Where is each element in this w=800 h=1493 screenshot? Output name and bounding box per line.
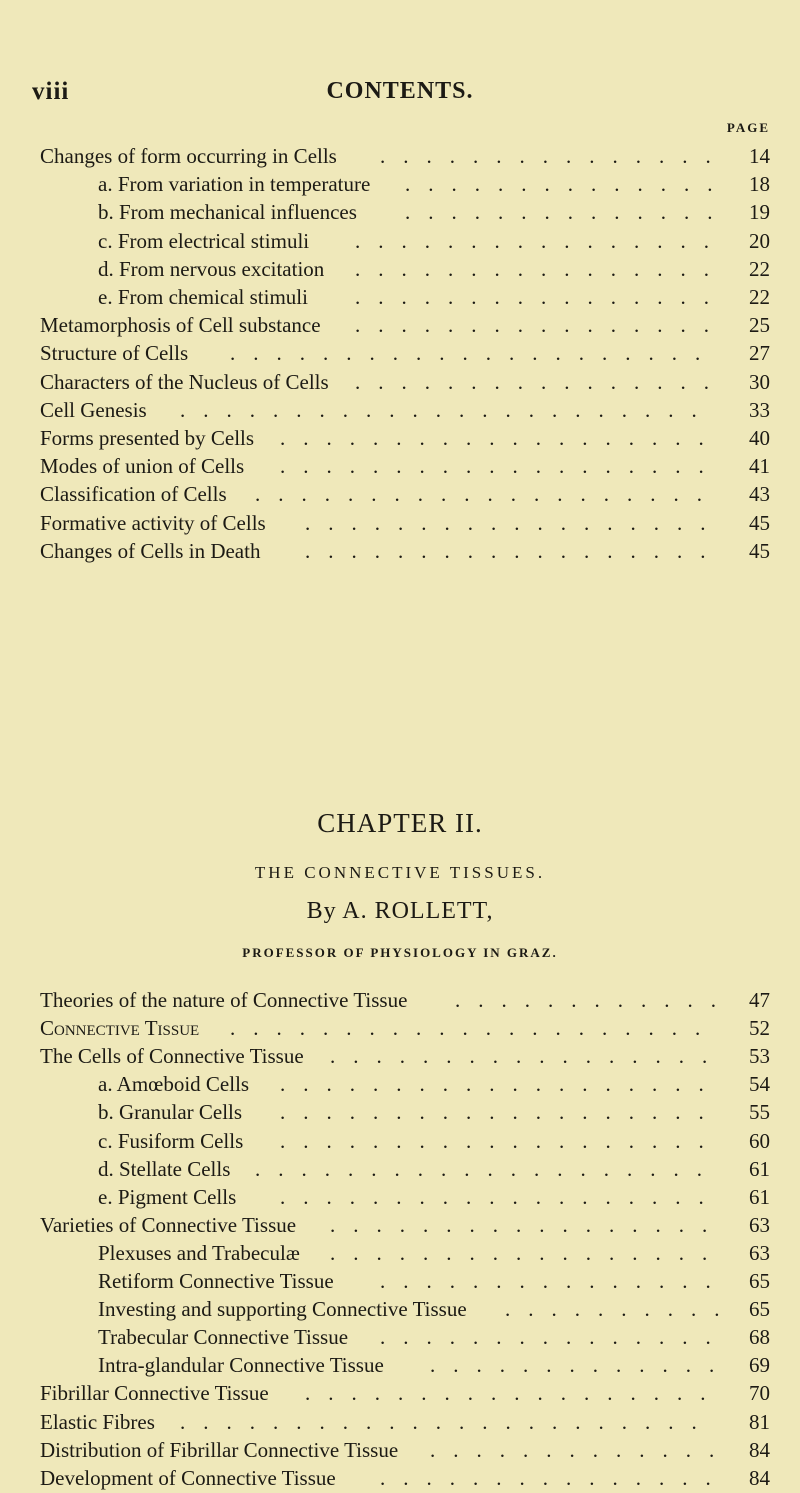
leader-dots: ................... — [280, 1100, 722, 1125]
toc-entry-title: e. From chemical stimuli — [98, 285, 308, 309]
toc-entry-title: Retiform Connective Tissue — [98, 1269, 334, 1293]
toc-entry — [0, 226, 800, 256]
toc-entry — [0, 395, 800, 425]
leader-dots: ................... — [280, 1128, 722, 1153]
toc-entry-title: d. From nervous excitation — [98, 256, 325, 281]
toc-entry-page: 61 — [749, 1184, 770, 1209]
toc-entry-page: 22 — [749, 285, 770, 309]
toc-entry-page: 22 — [749, 256, 770, 281]
page-column-label: PAGE — [726, 120, 770, 135]
running-header — [0, 78, 800, 110]
toc-entry — [0, 1294, 800, 1324]
toc-entry-page: 55 — [749, 1100, 770, 1125]
toc-entry-title: The Cells of Connective Tissue — [40, 1044, 304, 1069]
leader-dots: ................... — [280, 1184, 722, 1209]
leader-dots: .................. — [305, 510, 724, 535]
toc-entry — [0, 1350, 800, 1380]
toc-entry-title: Theories of the nature of Connective Tissue — [40, 988, 408, 1012]
page-number: viii — [32, 78, 70, 105]
toc-entry — [0, 508, 800, 538]
toc-entry-page: 65 — [749, 1297, 770, 1322]
leader-dots: .............. — [405, 172, 731, 197]
toc-entry-title: d. Stellate Cells — [98, 1156, 231, 1181]
toc-entry-page: 65 — [749, 1269, 770, 1293]
toc-entry-title: Investing and supporting Connective Tissue — [98, 1297, 467, 1322]
toc-entry-page: 30 — [749, 369, 770, 394]
leader-dots: .................. — [305, 538, 724, 563]
toc-entry — [0, 367, 800, 397]
leader-dots: ....................... — [180, 1409, 715, 1434]
toc-entry — [0, 1463, 800, 1493]
toc-entry-title: e. Pigment Cells — [98, 1184, 237, 1209]
chapter-subject: THE CONNECTIVE TISSUES. — [254, 863, 546, 882]
toc-entry-title: Classification of Cells — [40, 482, 227, 507]
toc-entry-title: Intra-glandular Connective Tissue — [98, 1353, 384, 1378]
toc-entry — [0, 1210, 800, 1240]
toc-entry-title: Metamorphosis of Cell substance — [40, 313, 321, 338]
toc-entry — [0, 338, 800, 368]
toc-entry-page: 20 — [749, 228, 770, 253]
leader-dots: ............. — [430, 1353, 733, 1378]
toc-entry — [0, 141, 800, 171]
toc-entry-page: 69 — [749, 1353, 770, 1378]
leader-dots: ................. — [330, 1212, 726, 1237]
toc-entry-page: 47 — [749, 988, 770, 1012]
toc-entry — [0, 985, 800, 1015]
toc-entry-page: 63 — [749, 1240, 770, 1265]
toc-entry-title: Forms presented by Cells — [40, 426, 255, 450]
leader-dots: ................ — [355, 369, 727, 394]
toc-entry-page: 81 — [749, 1409, 770, 1434]
leader-dots: ............... — [380, 1465, 729, 1490]
toc-entry-page: 43 — [749, 482, 770, 507]
leader-dots: ................... — [280, 1072, 722, 1097]
author-title: PROFESSOR OF PHYSIOLOGY IN GRAZ. — [242, 945, 558, 960]
leader-dots: ............ — [455, 988, 734, 1012]
toc-entry-page: 54 — [749, 1072, 770, 1097]
toc-entry-page: 61 — [749, 1156, 770, 1181]
toc-entry-title: Development of Connective Tissue — [40, 1465, 336, 1490]
toc-entry — [0, 1097, 800, 1127]
toc-entry-page: 14 — [749, 144, 770, 168]
toc-entry-page: 70 — [749, 1381, 770, 1406]
toc-entry-page: 19 — [749, 200, 770, 225]
toc-entry — [0, 1378, 800, 1408]
leader-dots: .................... — [255, 1156, 720, 1181]
toc-entry-title: b. Granular Cells — [98, 1100, 243, 1125]
toc-entry-page: 45 — [749, 510, 770, 535]
toc-entry — [0, 479, 800, 509]
leader-dots: .................. — [305, 1381, 724, 1406]
toc-entry-title: a. From variation in temperature — [98, 172, 371, 197]
toc-entry — [0, 1238, 800, 1268]
toc-entry — [0, 1069, 800, 1099]
toc-entry — [0, 536, 800, 566]
toc-entry-page: 41 — [749, 454, 770, 479]
toc-entry — [0, 197, 800, 227]
toc-entry-page: 68 — [749, 1325, 770, 1350]
leader-dots: ............... — [380, 144, 729, 168]
leader-dots: ............... — [380, 1325, 729, 1350]
page-title: CONTENTS. — [326, 78, 474, 104]
toc-entry-page: 53 — [749, 1044, 770, 1069]
toc-entry-page: 84 — [749, 1465, 770, 1490]
toc-entry — [0, 254, 800, 284]
leader-dots: ....................... — [180, 397, 715, 422]
toc-entry — [0, 1435, 800, 1465]
toc-entry — [0, 423, 800, 453]
leader-dots: ................. — [330, 1044, 726, 1069]
toc-entry — [0, 1182, 800, 1212]
toc-entry — [0, 451, 800, 481]
toc-entry-page: 60 — [749, 1128, 770, 1153]
toc-entry-page: 25 — [749, 313, 770, 338]
toc-entry-title: Elastic Fibres — [40, 1409, 155, 1434]
leader-dots: .......... — [505, 1297, 738, 1322]
leader-dots: ................... — [280, 454, 722, 479]
toc-entry-title: c. From electrical stimuli — [98, 228, 310, 253]
toc-entry-title: Changes of form occurring in Cells — [40, 144, 337, 168]
toc-entry-title: Changes of Cells in Death — [40, 538, 261, 563]
toc-entry — [0, 1154, 800, 1184]
toc-entry-title: Plexuses and Trabeculæ — [98, 1240, 300, 1265]
leader-dots: ............... — [380, 1269, 729, 1293]
toc-entry-page: 40 — [749, 426, 770, 450]
toc-entry-title: Distribution of Fibrillar Connective Tissue — [40, 1437, 399, 1462]
toc-entry-title: a. Amœboid Cells — [98, 1072, 250, 1097]
toc-entry-title: Structure of Cells — [40, 341, 189, 366]
leader-dots: .................... — [255, 482, 720, 507]
toc-entry-page: 18 — [749, 172, 770, 197]
toc-entry — [0, 310, 800, 340]
leader-dots: ................ — [355, 285, 727, 309]
toc-entry — [0, 1266, 800, 1296]
toc-entry-title: Cell Genesis — [40, 397, 147, 422]
toc-entry-title: Varieties of Connective Tissue — [40, 1212, 297, 1237]
leader-dots: ................ — [355, 228, 727, 253]
leader-dots: ................ — [355, 313, 727, 338]
toc-entry-title: Connective Tissue — [40, 1016, 200, 1041]
toc-entry — [0, 1013, 800, 1043]
toc-entry-page: 27 — [749, 341, 770, 366]
toc-entry-page: 52 — [749, 1016, 770, 1041]
toc-entry-title: c. Fusiform Cells — [98, 1128, 244, 1153]
toc-entry — [0, 169, 800, 199]
toc-entry-page: 45 — [749, 538, 770, 563]
toc-entry-title: b. From mechanical influences — [98, 200, 357, 225]
toc-entry-title: Formative activity of Cells — [40, 510, 266, 535]
leader-dots: ..................... — [230, 1016, 719, 1041]
leader-dots: ............. — [430, 1437, 733, 1462]
toc-entry — [0, 282, 800, 312]
toc-entry-title: Fibrillar Connective Tissue — [40, 1381, 269, 1406]
toc-entry — [0, 1126, 800, 1156]
leader-dots: ................ — [355, 256, 727, 281]
toc-entry — [0, 1041, 800, 1071]
toc-entry-page: 84 — [749, 1437, 770, 1462]
toc-entry — [0, 1322, 800, 1352]
leader-dots: .............. — [405, 200, 731, 225]
toc-entry-page: 33 — [749, 397, 770, 422]
leader-dots: ................... — [280, 426, 722, 450]
toc-entry-title: Characters of the Nucleus of Cells — [40, 369, 329, 394]
toc-entry-title: Trabecular Connective Tissue — [98, 1325, 349, 1350]
leader-dots: ................. — [330, 1240, 726, 1265]
chapter-heading: CHAPTER II. — [317, 808, 483, 838]
toc-entry-page: 63 — [749, 1212, 770, 1237]
chapter-author: By A. ROLLETT, — [306, 898, 494, 924]
toc-entry — [0, 1407, 800, 1437]
toc-entry-title: Modes of union of Cells — [40, 454, 245, 479]
leader-dots: ..................... — [230, 341, 719, 366]
